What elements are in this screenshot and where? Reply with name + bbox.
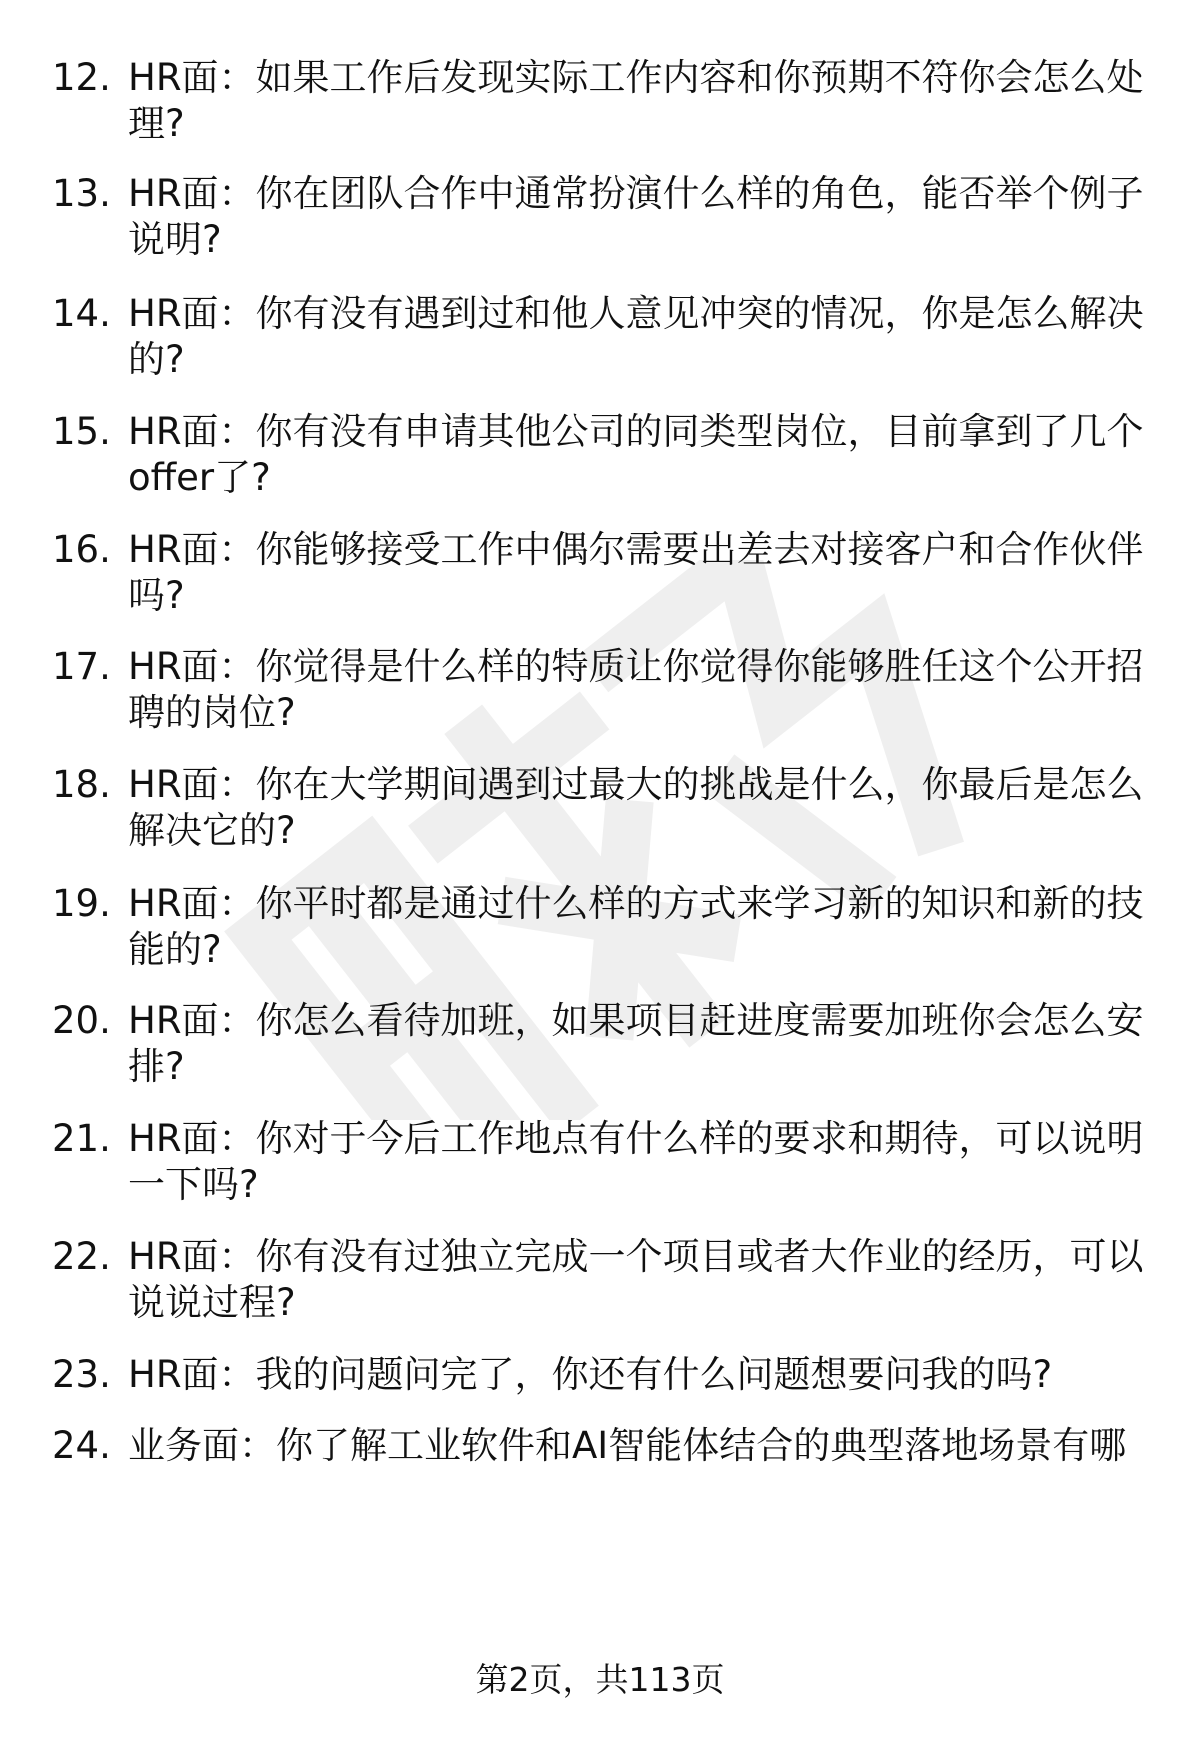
question-number: 21. [52, 1117, 111, 1160]
question-number: 23. [52, 1353, 111, 1396]
question-text: HR面：你觉得是什么样的特质让你觉得你能够胜任这个公开招聘的岗位? [128, 645, 1144, 734]
question-number: 15. [52, 410, 111, 453]
page-indicator: 第2页，共113页 [475, 1660, 725, 1699]
question-number: 24. [52, 1424, 111, 1467]
question-text: HR面：如果工作后发现实际工作内容和你预期不符你会怎么处理? [128, 56, 1144, 145]
question-text: HR面：你在大学期间遇到过最大的挑战是什么，你最后是怎么解决它的? [128, 763, 1144, 852]
question-number: 18. [52, 763, 111, 806]
question-number: 12. [52, 56, 111, 99]
question-number: 13. [52, 172, 111, 215]
question-text: HR面：你有没有过独立完成一个项目或者大作业的经历，可以说说过程? [128, 1235, 1144, 1324]
question-text: HR面：你怎么看待加班，如果项目赶进度需要加班你会怎么安排? [128, 999, 1144, 1088]
question-number: 16. [52, 528, 111, 571]
question-text: HR面：我的问题问完了，你还有什么问题想要问我的吗? [128, 1353, 1053, 1396]
question-text: HR面：你平时都是通过什么样的方式来学习新的知识和新的技能的? [128, 882, 1144, 971]
question-text: HR面：你能够接受工作中偶尔需要出差去对接客户和合作伙伴吗? [128, 528, 1144, 617]
question-number: 17. [52, 645, 111, 688]
question-text: HR面：你对于今后工作地点有什么样的要求和期待，可以说明一下吗? [128, 1117, 1144, 1206]
question-number: 19. [52, 882, 111, 925]
question-text: HR面：你在团队合作中通常扮演什么样的角色，能否举个例子说明? [128, 172, 1144, 261]
question-text: 业务面：你了解工业软件和AI智能体结合的典型落地场景有哪 [128, 1424, 1127, 1467]
question-text: HR面：你有没有遇到过和他人意见冲突的情况，你是怎么解决的? [128, 292, 1144, 381]
question-text: HR面：你有没有申请其他公司的同类型岗位，目前拿到了几个offer了? [128, 410, 1144, 499]
question-number: 14. [52, 292, 111, 335]
question-number: 20. [52, 999, 111, 1042]
question-number: 22. [52, 1235, 111, 1278]
